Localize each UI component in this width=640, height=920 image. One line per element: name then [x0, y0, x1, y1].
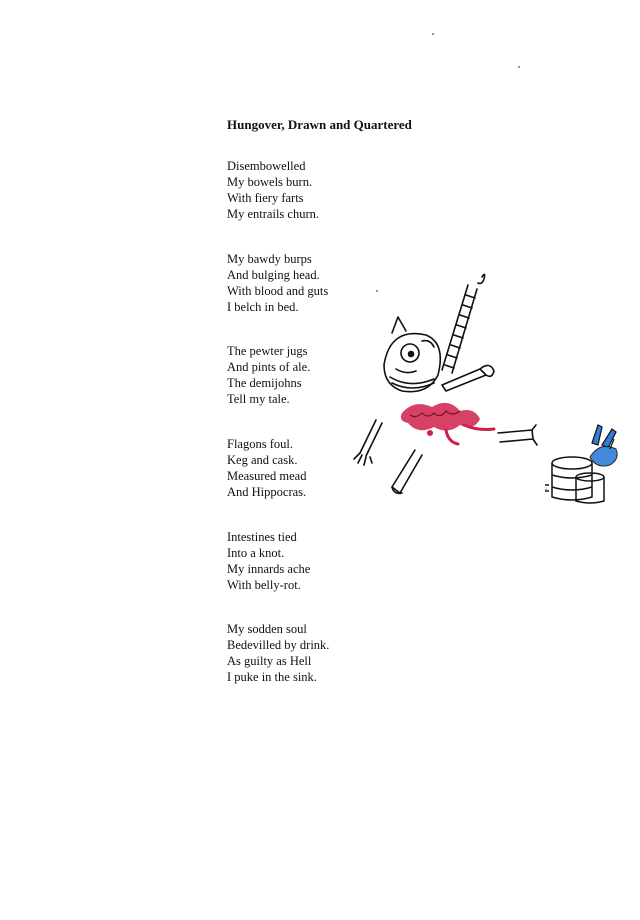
stanza-5 [227, 529, 310, 593]
stanza-6 [227, 621, 329, 685]
stanza-1 [227, 158, 319, 222]
poem-line: My bowels burn. [227, 175, 313, 189]
poem-line: I belch in bed. [227, 300, 299, 314]
scan-speck [518, 66, 520, 68]
stanza-4 [227, 436, 306, 500]
poem-line: My innards ache [227, 562, 311, 576]
quartered-man-illustration [340, 265, 630, 510]
poem-line: My bawdy burps [227, 252, 312, 266]
poem-line: Keg and cask. [227, 453, 298, 467]
stanza-3 [227, 343, 310, 407]
poem-line: Flagons foul. [227, 437, 293, 451]
entrails-icon [401, 403, 494, 444]
poem-line: My entrails churn. [227, 207, 319, 221]
poem-line: And pints of ale. [227, 360, 311, 374]
scan-speck [545, 489, 547, 491]
poem-line: Intestines tied [227, 530, 297, 544]
poem-line: The pewter jugs [227, 344, 308, 358]
poem-line: With blood and guts [227, 284, 329, 298]
scan-speck [376, 290, 378, 292]
poem-line: My sodden soul [227, 622, 307, 636]
poem-line: I puke in the sink. [227, 670, 317, 684]
poem-line: Tell my tale. [227, 392, 290, 406]
poem-line: Bedevilled by drink. [227, 638, 330, 652]
poem-line: Measured mead [227, 469, 307, 483]
poem-line: Disembowelled [227, 159, 306, 173]
rope-end-icon [478, 274, 485, 283]
poem-line: As guilty as Hell [227, 654, 312, 668]
bottles-icon [590, 425, 617, 466]
poem-line: With fiery farts [227, 191, 304, 205]
poem-line: And bulging head. [227, 268, 320, 282]
poem-title: Hungover, Drawn and Quartered [227, 117, 412, 132]
scan-speck [432, 33, 434, 35]
poem-line: And Hippocras. [227, 485, 307, 499]
poem-line: With belly-rot. [227, 578, 301, 592]
poem-line: The demijohns [227, 376, 302, 390]
stanza-2 [227, 251, 328, 315]
poem-line: Into a knot. [227, 546, 285, 560]
